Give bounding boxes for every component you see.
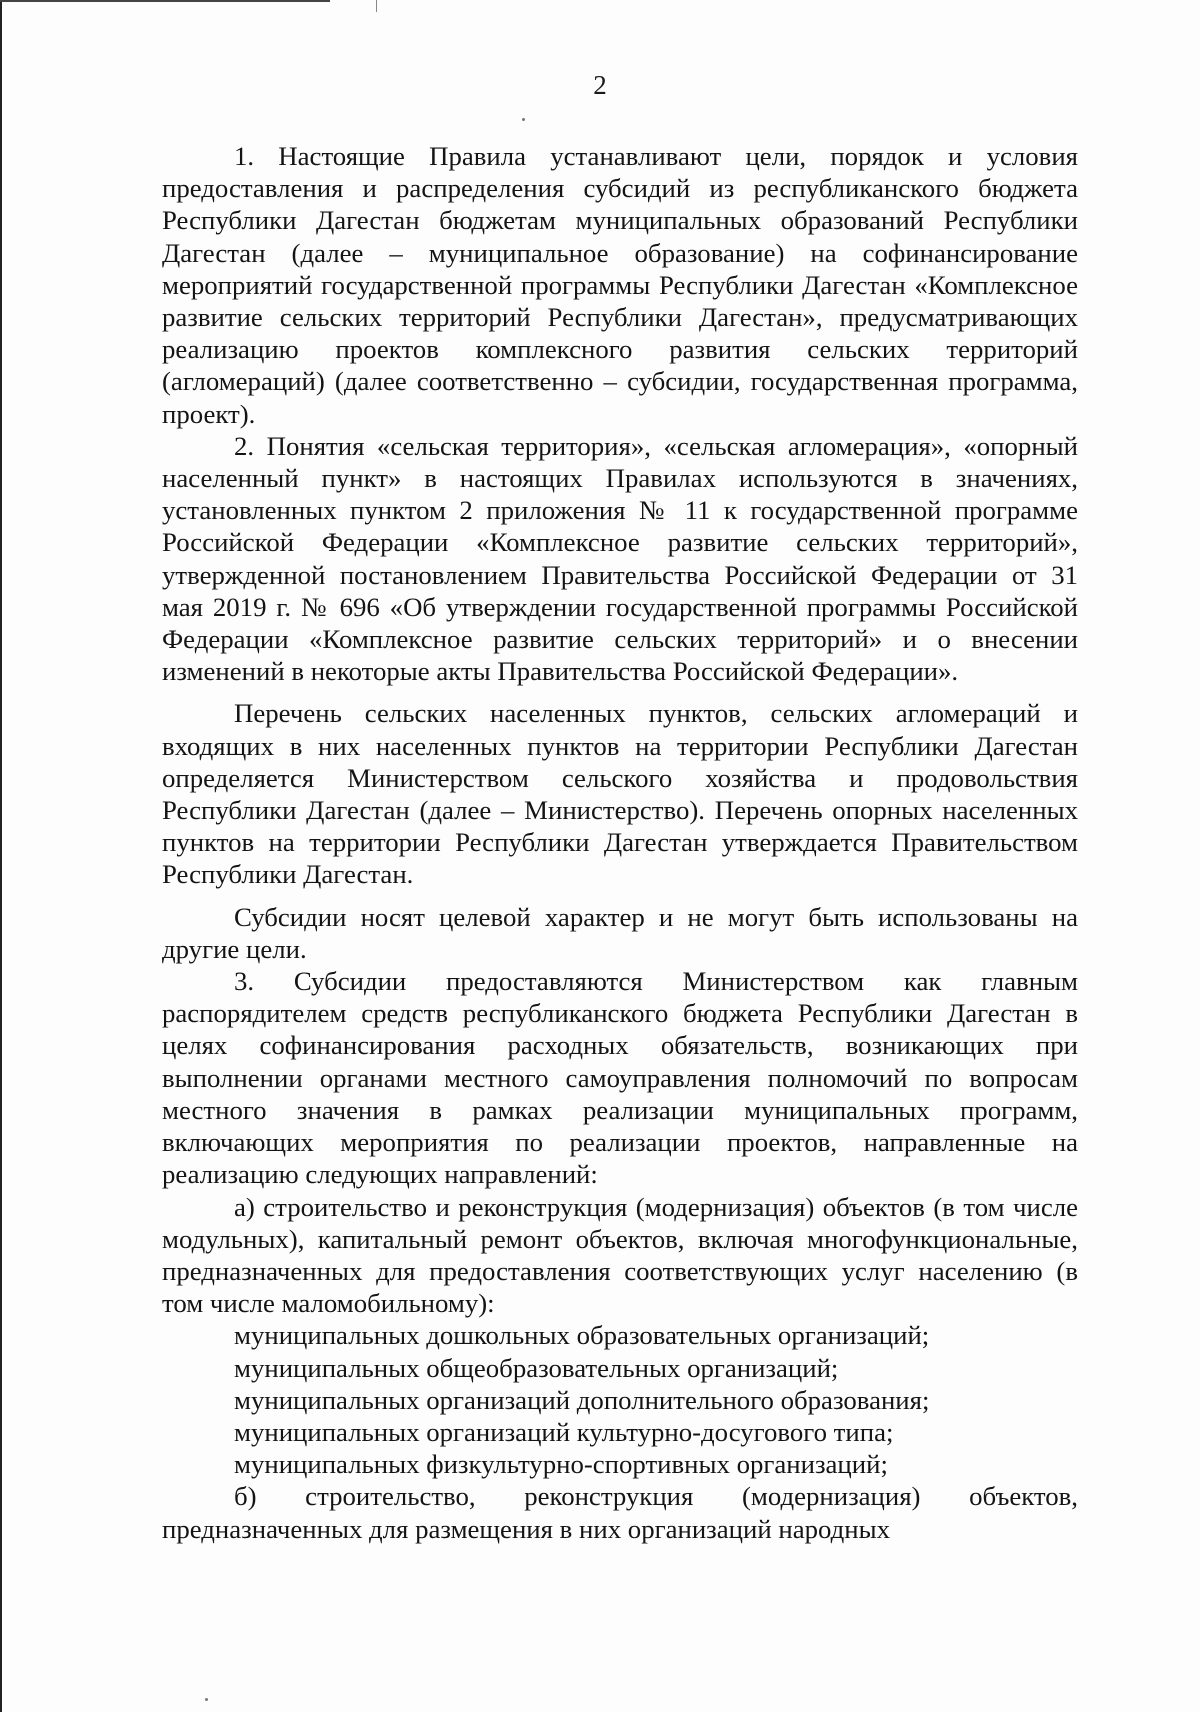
- list-item: муниципальных дошкольных образовательных организаций;: [234, 1320, 930, 1351]
- list-item: муниципальных организаций культурно-досугового типа;: [234, 1416, 894, 1447]
- list-item: муниципальных организаций дополнительного образования;: [234, 1384, 930, 1415]
- paragraph-4: Субсидии носят целевой характер и не могут быть использованы на другие цели.: [162, 901, 1078, 964]
- document-body: [162, 140, 1078, 1545]
- paragraph-3: Перечень сельских населенных пунктов, сельских агломераций и входящих в них населенных пунктов на территории Республики Дагестан определяется Министерством сельского хозяйства и продовольствия Республики Дагестан (далее – Министерство). Перечень опорных населенных пунктов на территории Республики Дагестан утверждается Правительством Республики Дагестан.: [162, 698, 1078, 890]
- paragraph-2: 2. Понятия «сельская территория», «сельская агломерация», «опорный населенный пункт» в настоящих Правилах используются в значениях, установленных пунктом 2 приложения № 11 к государственной программе Российской Федерации «Комплексное развитие сельских территорий», утвержденной постановлением Правительства Российской Федерации от 31 мая 2019 г. № 696 «Об утверждении государственной программы Российской Федерации «Комплексное развитие сельских территорий» и о внесении изменений в некоторые акты Правительства Российской Федерации».: [162, 430, 1078, 687]
- scan-speck: [205, 1698, 208, 1701]
- scan-mark: [368, 0, 377, 12]
- scan-speck: [522, 118, 525, 121]
- list-item: муниципальных физкультурно-спортивных организаций;: [234, 1449, 888, 1480]
- paragraph-5: 3. Субсидии предоставляются Министерством как главным распорядителем средств республиканского бюджета Республики Дагестан в целях софинансирования расходных обязательств, возникающих при выполнении органами местного самоуправления полномочий по вопросам местного значения в рамках реализации муниципальных программ, включающих мероприятия по реализации проектов, направленные на реализацию следующих направлений:: [162, 966, 1078, 1190]
- paragraph-7: б) строительство, реконструкция (модернизация) объектов, предназначенных для размещения в них организаций народных: [162, 1481, 1078, 1544]
- paragraph-1: 1. Настоящие Правила устанавливают цели, порядок и условия предоставления и распределения субсидий из республиканского бюджета Республики Дагестан бюджетам муниципальных образований Республики Дагестан (далее – муниципальное образование) на софинансирование мероприятий государственной программы Республики Дагестан «Комплексное развитие сельских территорий Республики Дагестан», предусматривающих реализацию проектов комплексного развития сельских территорий (агломераций) (далее соответственно – субсидии, государственная программа, проект).: [162, 141, 1078, 429]
- scan-border-top: [0, 0, 330, 2]
- scan-border-left: [0, 0, 2, 1712]
- page-number: 2: [593, 70, 607, 100]
- list-item: муниципальных общеобразовательных организаций;: [234, 1352, 839, 1383]
- paragraph-6: а) строительство и реконструкция (модернизация) объектов (в том числе модульных), капитальный ремонт объектов, включая многофункциональные, предназначенных для предоставления соответствующих услуг населению (в том числе маломобильному):: [162, 1191, 1078, 1319]
